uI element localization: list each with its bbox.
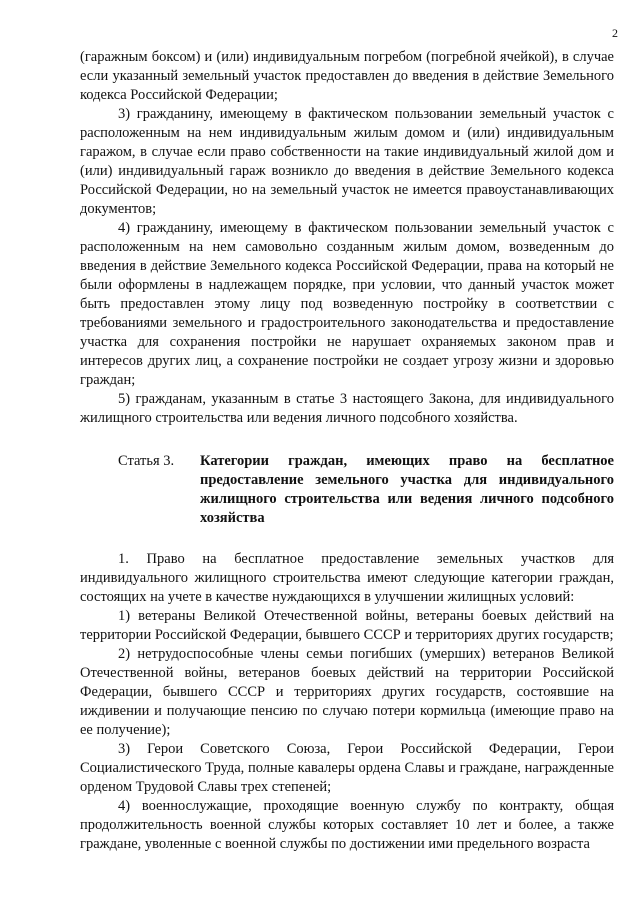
paragraph-category-3: 3) Герои Советского Союза, Герои Российской Федерации, Герои Социалистического Труда, полные кавалеры ордена Славы и граждане, награжденные орденом Трудовой Славы трех степеней; [80, 741, 614, 795]
paragraph-category-1: 1) ветераны Великой Отечественной войны, ветераны боевых действий на территории Российской Федерации, бывшего СССР и территориях других государств; [80, 608, 614, 643]
paragraphs-bottom [80, 550, 614, 854]
paragraphs-top [80, 48, 614, 428]
paragraph-category-2: 2) нетрудоспособные члены семьи погибших (умерших) ветеранов Великой Отечественной войны, ветеранов боевых действий на территории Российской Федерации, бывшего СССР и территориях других государств, состоявшие на иждивении и получающие пенсию по случаю потери кормильца (имеющие право на ее получение); [80, 646, 614, 738]
article-heading [80, 452, 614, 528]
article-title: Категории граждан, имеющих право на бесплатное предоставление земельного участка для индивидуального жилищного строительства или ведения личного подсобного хозяйства [200, 453, 614, 526]
paragraph-item-5: 5) гражданам, указанным в статье 3 настоящего Закона, для индивидуального жилищного строительства или ведения личного подсобного хозяйства. [80, 391, 614, 426]
paragraph-category-4: 4) военнослужащие, проходящие военную службу по контракту, общая продолжительность военной службы которых составляет 10 лет и более, а также граждане, уволенные с военной службы по достижении ими предельного возраста [80, 798, 614, 852]
paragraph-clause-1: 1. Право на бесплатное предоставление земельных участков для индивидуального жилищного строительства имеют следующие категории граждан, состоящих на учете в качестве нуждающихся в улучшении жилищных условий: [80, 551, 614, 605]
page-number: 2 [612, 26, 618, 40]
paragraph-continuation: (гаражным боксом) и (или) индивидуальным погребом (погребной ячейкой), в случае если указанный земельный участок предоставлен до введения в действие Земельного кодекса Российской Федерации; [80, 49, 614, 103]
article-label: Статья 3. [118, 453, 175, 469]
document-body [80, 48, 614, 854]
paragraph-item-4: 4) гражданину, имеющему в фактическом пользовании земельный участок с расположенным на нем самовольно созданным жилым домом, возведенным до введения в действие Земельного кодекса Российской Федерации, права на который не были оформлены в надлежащем порядке, при условии, что данный участок может быть предоставлен этому лицу под возведенную постройку в соответствии с требованиями земельного и градостроительного законодательства и предоставление участка для сохранения постройки не нарушает охраняемых законом прав и интересов других лиц, а сохранение постройки не создает угрозу жизни и здоровью граждан; [80, 220, 614, 388]
paragraph-item-3: 3) гражданину, имеющему в фактическом пользовании земельный участок с расположенным на нем индивидуальным жилым домом и (или) индивидуальным гаражом, в случае если право собственности на такие индивидуальный жилой дом и (или) индивидуальный гараж возникло до введения в действие Земельного кодекса Российской Федерации, но на земельный участок не имеется правоустанавливающих документов; [80, 106, 614, 217]
